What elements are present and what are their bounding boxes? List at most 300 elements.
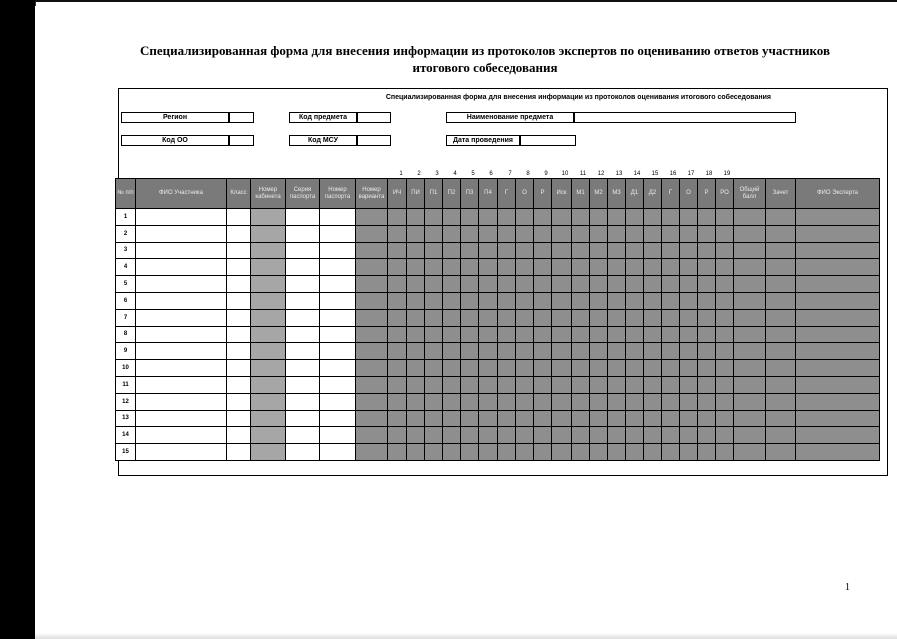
table-cell bbox=[590, 309, 608, 326]
table-cell bbox=[356, 242, 388, 259]
table-cell bbox=[572, 444, 590, 461]
table-cell bbox=[479, 410, 498, 427]
table-cell bbox=[662, 276, 680, 293]
table-cell bbox=[662, 309, 680, 326]
table-cell bbox=[479, 360, 498, 377]
table-cell bbox=[552, 376, 572, 393]
table-cell bbox=[572, 276, 590, 293]
subject-name-input[interactable] bbox=[574, 112, 796, 123]
table-cell bbox=[626, 292, 644, 309]
table-cell[interactable] bbox=[136, 427, 227, 444]
table-cell[interactable] bbox=[286, 427, 320, 444]
scan-top-border bbox=[35, 0, 897, 2]
table-cell[interactable] bbox=[320, 360, 356, 377]
table-cell[interactable] bbox=[136, 444, 227, 461]
table-cell[interactable] bbox=[320, 427, 356, 444]
table-cell bbox=[425, 360, 443, 377]
table-cell bbox=[498, 393, 516, 410]
table-cell bbox=[590, 276, 608, 293]
table-cell[interactable] bbox=[320, 444, 356, 461]
table-cell bbox=[552, 259, 572, 276]
table-cell[interactable] bbox=[286, 209, 320, 226]
table-cell bbox=[716, 326, 734, 343]
table-cell bbox=[796, 292, 880, 309]
table-cell bbox=[796, 259, 880, 276]
table-cell bbox=[644, 427, 662, 444]
row-number: 12 bbox=[116, 393, 136, 410]
table-cell[interactable] bbox=[227, 242, 251, 259]
table-cell bbox=[572, 225, 590, 242]
table-cell bbox=[608, 292, 626, 309]
table-cell bbox=[552, 309, 572, 326]
table-cell bbox=[443, 292, 461, 309]
table-cell[interactable] bbox=[227, 444, 251, 461]
table-cell bbox=[443, 259, 461, 276]
table-cell[interactable] bbox=[227, 209, 251, 226]
table-cell bbox=[572, 360, 590, 377]
table-row bbox=[116, 309, 880, 326]
table-cell bbox=[534, 326, 552, 343]
table-cell bbox=[698, 259, 716, 276]
table-cell bbox=[251, 225, 286, 242]
table-cell bbox=[407, 225, 425, 242]
table-cell bbox=[443, 343, 461, 360]
table-cell bbox=[479, 209, 498, 226]
table-cell bbox=[662, 225, 680, 242]
table-cell bbox=[552, 393, 572, 410]
scan-mark bbox=[35, 2, 36, 6]
table-cell bbox=[796, 242, 880, 259]
table-cell[interactable] bbox=[227, 276, 251, 293]
exam-date-input[interactable] bbox=[520, 135, 576, 146]
entry-form bbox=[118, 88, 888, 476]
table-cell bbox=[680, 209, 698, 226]
table-cell bbox=[407, 259, 425, 276]
table-cell[interactable] bbox=[227, 360, 251, 377]
table-cell bbox=[766, 292, 796, 309]
table-cell bbox=[716, 209, 734, 226]
exam-date-label: Дата проведения bbox=[446, 135, 520, 146]
table-cell bbox=[388, 427, 407, 444]
table-cell bbox=[461, 410, 479, 427]
table-cell bbox=[251, 360, 286, 377]
table-cell bbox=[251, 242, 286, 259]
table-cell bbox=[662, 259, 680, 276]
table-cell[interactable] bbox=[286, 242, 320, 259]
table-cell bbox=[680, 309, 698, 326]
table-cell bbox=[498, 292, 516, 309]
table-cell bbox=[796, 410, 880, 427]
table-cell bbox=[590, 427, 608, 444]
table-cell bbox=[766, 410, 796, 427]
table-cell bbox=[479, 242, 498, 259]
table-cell bbox=[590, 259, 608, 276]
table-cell bbox=[534, 309, 552, 326]
table-cell bbox=[552, 242, 572, 259]
table-cell bbox=[608, 309, 626, 326]
table-cell bbox=[425, 326, 443, 343]
table-cell bbox=[407, 209, 425, 226]
table-cell bbox=[251, 292, 286, 309]
table-cell[interactable] bbox=[286, 259, 320, 276]
table-cell[interactable] bbox=[227, 393, 251, 410]
table-cell bbox=[516, 242, 534, 259]
table-cell[interactable] bbox=[286, 292, 320, 309]
msu-code-input[interactable] bbox=[357, 135, 391, 146]
table-cell bbox=[662, 343, 680, 360]
scan-left-border bbox=[0, 0, 35, 639]
table-cell[interactable] bbox=[286, 276, 320, 293]
table-cell bbox=[407, 410, 425, 427]
table-cell[interactable] bbox=[286, 376, 320, 393]
table-cell bbox=[698, 276, 716, 293]
table-cell bbox=[356, 209, 388, 226]
table-cell bbox=[680, 427, 698, 444]
table-cell bbox=[516, 427, 534, 444]
table-cell[interactable] bbox=[136, 393, 227, 410]
table-cell bbox=[388, 276, 407, 293]
table-cell bbox=[590, 393, 608, 410]
table-cell bbox=[534, 427, 552, 444]
table-cell bbox=[461, 326, 479, 343]
table-cell bbox=[644, 410, 662, 427]
table-cell bbox=[407, 376, 425, 393]
table-cell[interactable] bbox=[136, 292, 227, 309]
table-cell[interactable] bbox=[136, 209, 227, 226]
table-cell bbox=[425, 427, 443, 444]
table-cell bbox=[552, 276, 572, 293]
table-cell bbox=[498, 376, 516, 393]
table-cell bbox=[680, 410, 698, 427]
table-cell bbox=[590, 326, 608, 343]
header-cell: РО bbox=[716, 179, 734, 209]
table-cell bbox=[534, 393, 552, 410]
table-cell[interactable] bbox=[136, 410, 227, 427]
table-cell[interactable] bbox=[227, 309, 251, 326]
table-cell bbox=[461, 225, 479, 242]
table-row bbox=[116, 259, 880, 276]
table-cell bbox=[608, 393, 626, 410]
header-cell: Номер паспорта bbox=[320, 179, 356, 209]
page-number: 1 bbox=[845, 582, 850, 593]
table-cell bbox=[766, 326, 796, 343]
column-number: 18 bbox=[705, 171, 713, 177]
column-number: 19 bbox=[723, 171, 731, 177]
table-cell bbox=[766, 444, 796, 461]
table-cell bbox=[644, 309, 662, 326]
table-cell bbox=[516, 276, 534, 293]
table-cell bbox=[443, 242, 461, 259]
table-cell bbox=[461, 376, 479, 393]
row-number: 13 bbox=[116, 410, 136, 427]
row-number: 3 bbox=[116, 242, 136, 259]
table-cell bbox=[662, 410, 680, 427]
table-cell bbox=[698, 292, 716, 309]
row-number: 8 bbox=[116, 326, 136, 343]
table-cell[interactable] bbox=[320, 326, 356, 343]
table-cell[interactable] bbox=[227, 225, 251, 242]
table-cell bbox=[680, 276, 698, 293]
table-cell bbox=[407, 292, 425, 309]
table-cell bbox=[516, 292, 534, 309]
table-cell bbox=[716, 292, 734, 309]
table-cell[interactable] bbox=[320, 276, 356, 293]
table-cell bbox=[662, 427, 680, 444]
table-cell bbox=[479, 427, 498, 444]
table-cell[interactable] bbox=[227, 326, 251, 343]
row-number: 6 bbox=[116, 292, 136, 309]
msu-code-label: Код МСУ bbox=[289, 135, 357, 146]
table-cell bbox=[425, 225, 443, 242]
table-cell bbox=[407, 360, 425, 377]
table-cell bbox=[498, 259, 516, 276]
table-cell bbox=[425, 343, 443, 360]
table-cell bbox=[356, 259, 388, 276]
table-cell bbox=[479, 292, 498, 309]
table-cell bbox=[766, 427, 796, 444]
region-label: Регион bbox=[121, 112, 229, 123]
table-cell[interactable] bbox=[136, 276, 227, 293]
table-cell[interactable] bbox=[320, 309, 356, 326]
table-cell bbox=[251, 343, 286, 360]
table-cell[interactable] bbox=[227, 259, 251, 276]
oo-code-input[interactable] bbox=[229, 135, 254, 146]
table-cell bbox=[734, 326, 766, 343]
table-cell bbox=[662, 393, 680, 410]
table-cell bbox=[498, 309, 516, 326]
table-cell bbox=[644, 393, 662, 410]
header-cell: П4 bbox=[479, 179, 498, 209]
table-cell bbox=[608, 410, 626, 427]
header-cell: Г bbox=[498, 179, 516, 209]
table-cell bbox=[516, 444, 534, 461]
header-cell: Г bbox=[662, 179, 680, 209]
header-cell: О bbox=[516, 179, 534, 209]
table-cell bbox=[644, 326, 662, 343]
table-cell bbox=[572, 427, 590, 444]
header-cell: Р bbox=[698, 179, 716, 209]
table-cell bbox=[407, 276, 425, 293]
table-cell bbox=[498, 242, 516, 259]
header-cell: П1 bbox=[425, 179, 443, 209]
table-cell[interactable] bbox=[136, 259, 227, 276]
table-cell bbox=[498, 276, 516, 293]
table-cell bbox=[698, 326, 716, 343]
table-cell bbox=[644, 276, 662, 293]
table-row bbox=[116, 209, 880, 226]
table-cell bbox=[796, 343, 880, 360]
column-number: 11 bbox=[579, 171, 587, 177]
table-cell bbox=[552, 427, 572, 444]
table-cell bbox=[388, 259, 407, 276]
table-cell bbox=[626, 242, 644, 259]
table-cell bbox=[644, 343, 662, 360]
table-cell bbox=[534, 209, 552, 226]
table-cell bbox=[698, 444, 716, 461]
table-cell bbox=[734, 309, 766, 326]
table-cell[interactable] bbox=[136, 309, 227, 326]
header-cell: ИЧ bbox=[388, 179, 407, 209]
table-cell[interactable] bbox=[320, 292, 356, 309]
table-cell bbox=[590, 242, 608, 259]
table-cell bbox=[251, 427, 286, 444]
table-cell bbox=[608, 276, 626, 293]
table-cell bbox=[734, 209, 766, 226]
table-cell bbox=[608, 209, 626, 226]
table-cell[interactable] bbox=[286, 343, 320, 360]
table-cell bbox=[662, 376, 680, 393]
table-cell bbox=[572, 292, 590, 309]
table-cell bbox=[407, 309, 425, 326]
row-number: 11 bbox=[116, 376, 136, 393]
table-cell bbox=[498, 209, 516, 226]
table-cell bbox=[698, 225, 716, 242]
table-cell bbox=[626, 410, 644, 427]
table-cell bbox=[552, 225, 572, 242]
table-cell bbox=[698, 242, 716, 259]
table-cell[interactable] bbox=[320, 209, 356, 226]
header-cell: Иск bbox=[552, 179, 572, 209]
table-cell bbox=[716, 343, 734, 360]
table-cell bbox=[734, 410, 766, 427]
table-cell[interactable] bbox=[286, 444, 320, 461]
table-cell bbox=[251, 326, 286, 343]
table-cell[interactable] bbox=[136, 242, 227, 259]
table-cell bbox=[766, 343, 796, 360]
table-cell bbox=[388, 393, 407, 410]
table-cell bbox=[479, 393, 498, 410]
table-cell bbox=[644, 444, 662, 461]
table-cell[interactable] bbox=[286, 225, 320, 242]
table-cell[interactable] bbox=[136, 326, 227, 343]
table-cell[interactable] bbox=[286, 326, 320, 343]
table-cell bbox=[356, 292, 388, 309]
table-cell bbox=[608, 360, 626, 377]
table-cell[interactable] bbox=[136, 376, 227, 393]
table-row bbox=[116, 276, 880, 293]
table-cell bbox=[680, 444, 698, 461]
table-cell bbox=[644, 360, 662, 377]
table-cell bbox=[608, 376, 626, 393]
header-cell: Класс bbox=[227, 179, 251, 209]
table-cell bbox=[443, 209, 461, 226]
column-number: 4 bbox=[453, 171, 457, 177]
header-cell: М1 bbox=[572, 179, 590, 209]
header-cell: Номер кабинета bbox=[251, 179, 286, 209]
header-cell: Зачет bbox=[766, 179, 796, 209]
header-cell: О bbox=[680, 179, 698, 209]
table-cell bbox=[680, 393, 698, 410]
table-cell bbox=[461, 427, 479, 444]
table-cell bbox=[516, 410, 534, 427]
table-cell bbox=[251, 393, 286, 410]
table-cell bbox=[680, 242, 698, 259]
table-cell bbox=[461, 259, 479, 276]
row-number: 15 bbox=[116, 444, 136, 461]
table-cell bbox=[680, 376, 698, 393]
table-cell[interactable] bbox=[320, 376, 356, 393]
row-number: 10 bbox=[116, 360, 136, 377]
table-cell bbox=[498, 444, 516, 461]
table-cell bbox=[572, 376, 590, 393]
table-cell bbox=[608, 225, 626, 242]
table-cell bbox=[388, 292, 407, 309]
table-cell bbox=[425, 292, 443, 309]
table-cell[interactable] bbox=[136, 225, 227, 242]
table-cell bbox=[796, 393, 880, 410]
table-cell bbox=[407, 242, 425, 259]
subject-code-input[interactable] bbox=[357, 112, 391, 123]
table-cell bbox=[698, 393, 716, 410]
table-cell bbox=[425, 376, 443, 393]
table-cell[interactable] bbox=[136, 360, 227, 377]
table-cell bbox=[662, 209, 680, 226]
column-number: 3 bbox=[435, 171, 439, 177]
table-cell bbox=[552, 343, 572, 360]
table-cell bbox=[534, 259, 552, 276]
table-cell bbox=[608, 326, 626, 343]
table-cell bbox=[626, 225, 644, 242]
table-cell bbox=[425, 393, 443, 410]
table-cell[interactable] bbox=[320, 393, 356, 410]
table-cell bbox=[461, 343, 479, 360]
header-cell: № п/п bbox=[116, 179, 136, 209]
table-cell[interactable] bbox=[286, 360, 320, 377]
subject-code-label: Код предмета bbox=[289, 112, 357, 123]
table-cell[interactable] bbox=[227, 376, 251, 393]
table-cell bbox=[590, 292, 608, 309]
table-cell bbox=[644, 225, 662, 242]
row-number: 14 bbox=[116, 427, 136, 444]
table-cell[interactable] bbox=[136, 343, 227, 360]
table-cell bbox=[572, 410, 590, 427]
table-cell bbox=[796, 225, 880, 242]
table-cell bbox=[516, 309, 534, 326]
table-cell[interactable] bbox=[286, 393, 320, 410]
table-cell bbox=[734, 276, 766, 293]
table-cell[interactable] bbox=[286, 410, 320, 427]
table-cell[interactable] bbox=[320, 225, 356, 242]
table-cell bbox=[356, 326, 388, 343]
table-cell[interactable] bbox=[320, 242, 356, 259]
table-cell bbox=[662, 444, 680, 461]
table-cell[interactable] bbox=[320, 259, 356, 276]
table-cell[interactable] bbox=[227, 410, 251, 427]
table-cell bbox=[680, 360, 698, 377]
table-cell bbox=[251, 309, 286, 326]
table-cell[interactable] bbox=[320, 343, 356, 360]
table-cell[interactable] bbox=[227, 343, 251, 360]
table-cell bbox=[698, 343, 716, 360]
table-cell bbox=[644, 242, 662, 259]
table-cell bbox=[479, 326, 498, 343]
table-cell bbox=[626, 376, 644, 393]
row-number: 2 bbox=[116, 225, 136, 242]
table-cell[interactable] bbox=[320, 410, 356, 427]
header-cell: П2 bbox=[443, 179, 461, 209]
table-cell bbox=[388, 360, 407, 377]
table-cell[interactable] bbox=[227, 427, 251, 444]
table-cell bbox=[734, 292, 766, 309]
table-cell bbox=[766, 225, 796, 242]
region-input[interactable] bbox=[229, 112, 254, 123]
page-title-line1: Специализированная форма для внесения информации из протоколов экспертов по оцениванию ответов участников bbox=[140, 43, 830, 58]
table-cell[interactable] bbox=[286, 309, 320, 326]
table-cell bbox=[251, 410, 286, 427]
table-cell bbox=[498, 343, 516, 360]
table-cell[interactable] bbox=[227, 292, 251, 309]
table-cell bbox=[461, 209, 479, 226]
